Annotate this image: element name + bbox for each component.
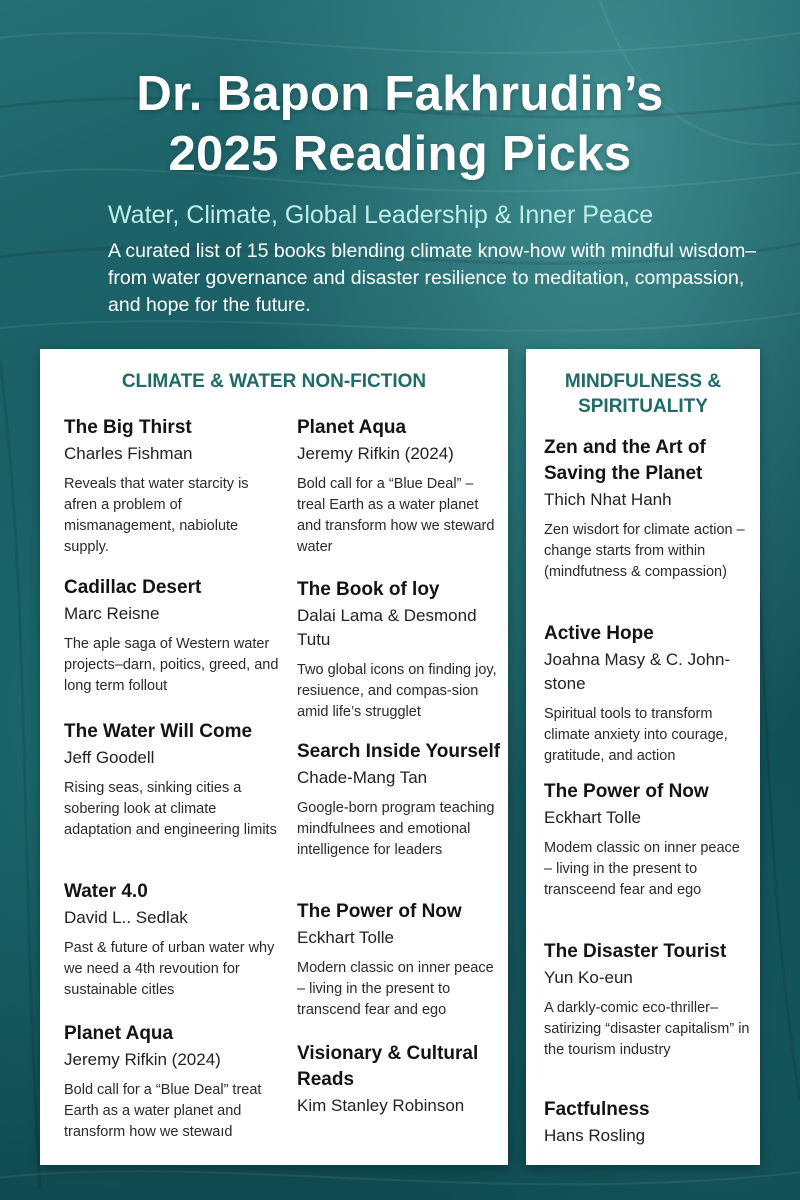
book-author: Yun Ko-eun	[544, 968, 633, 987]
book-author: Jeremy Rifkin (2024)	[64, 1050, 221, 1069]
book-author: Jeff Goodell	[64, 748, 155, 767]
book-item	[64, 575, 279, 697]
mindfulness-panel	[526, 349, 760, 1165]
book-item	[544, 621, 750, 767]
book-description: Modern classic on inner peace – living in the present to transcend fear and ego	[297, 960, 494, 1018]
book-author: Eckhart Tolle	[297, 928, 395, 947]
climate-section-heading: CLIMATE & WATER NON-FICTION	[121, 371, 427, 392]
book-title: The Book of loy	[297, 579, 440, 600]
book-author: Chade-Mang Tan	[297, 768, 428, 787]
book-title: The Disaster Tourist	[544, 941, 727, 962]
book-author: Eckhart Tolle	[544, 808, 642, 827]
book-item	[64, 1021, 279, 1143]
book-author: Dalai Lama & Desmond Tutu	[297, 606, 477, 649]
book-title: Water 4.0	[64, 881, 148, 902]
mindfulness-section-heading: MINDFULNESS & SPIRITUALITY	[564, 371, 722, 417]
book-title: Search Inside Yourself	[297, 741, 501, 762]
book-author: David L.. Sedlak	[64, 908, 188, 927]
book-title: Planet Aqua	[297, 417, 407, 438]
book-description: Zen wisdort for climate action – change starts from within (mindfutness & compassion)	[544, 522, 745, 580]
page-subtitle: Water, Climate, Global Leadership & Inner Peace	[108, 201, 654, 229]
book-description: The aple saga of Western water projects–darn, poitics, greed, and long term follout	[64, 636, 279, 694]
book-title: Zen and the Art of Saving the Planet	[544, 437, 706, 484]
book-description: Bold call for a “Blue Deal” – treal Earth as a water planet and transform how we steward water	[297, 476, 495, 555]
book-item	[297, 1041, 501, 1118]
book-description: Two global icons on finding joy, resiuence, and compas-sion amid life’s strugglet	[297, 662, 497, 720]
book-description: Past & future of urban water why we need a 4th revoution for sustainable citles	[64, 940, 275, 998]
book-description: A darkly-comic eco-thriller– satirizing “disaster capitalism” in the tourism industry	[544, 1000, 750, 1058]
book-item	[544, 779, 750, 901]
book-title: Factfulness	[544, 1099, 650, 1120]
book-item	[297, 739, 501, 861]
book-item	[297, 577, 501, 723]
book-item	[64, 879, 279, 1001]
book-author: Marc Reisne	[64, 604, 160, 623]
book-item	[64, 415, 279, 558]
book-item	[64, 719, 279, 841]
book-title: The Power of Now	[297, 901, 462, 922]
book-item	[297, 899, 501, 1021]
page-title	[0, 64, 800, 184]
intro-text: A curated list of 15 books blending climate know-how with mindful wisdom– from water governance and disaster resilience to meditation, compassion, and hope for the future.	[108, 240, 757, 316]
book-author: Jeremy Rifkin (2024)	[297, 444, 454, 463]
book-item	[544, 939, 750, 1061]
book-author: Hans Rosling	[544, 1126, 646, 1145]
book-description: Google-born program teaching mindfulnees and emotional intelligence for leaders	[297, 800, 495, 858]
book-title: Visionary & Cultural Reads	[297, 1043, 479, 1090]
book-title: The Water Will Come	[64, 721, 253, 742]
book-title: Active Hope	[544, 623, 654, 644]
book-title: Planet Aqua	[64, 1023, 174, 1044]
book-author: Kim Stanley Robinson	[297, 1096, 465, 1115]
book-description: Modem classic on inner peace – living in the present to transceend fear and ego	[544, 840, 740, 898]
book-description: Spiritual tools to transform climate anxiety into courage, gratitude, and action	[544, 706, 728, 764]
page-title-line-2: 2025 Reading Picks	[168, 127, 632, 181]
book-description: Rising seas, sinking cities a sobering look at climate adaptation and engineering limits	[64, 780, 277, 838]
book-author: Charles Fishman	[64, 444, 193, 463]
climate-water-panel	[40, 349, 508, 1165]
book-author: Thich Nhat Hanh	[544, 490, 672, 509]
page-title-line-1: Dr. Bapon Fakhrudin’s	[136, 67, 664, 121]
book-title: Cadillac Desert	[64, 577, 202, 598]
book-author: Joahna Masy & C. John-stone	[544, 650, 731, 693]
book-description: Reveals that water starcity is afren a problem of mismanagement, nabiolute supply.	[64, 476, 249, 555]
book-title: The Big Thirst	[64, 417, 192, 438]
book-title: The Power of Now	[544, 781, 709, 802]
book-item	[544, 435, 750, 583]
book-item	[297, 415, 501, 558]
book-item	[544, 1097, 750, 1148]
book-description: Bold call for a “Blue Deal” treat Earth as a water planet and transform how we stewaıd	[64, 1082, 262, 1140]
